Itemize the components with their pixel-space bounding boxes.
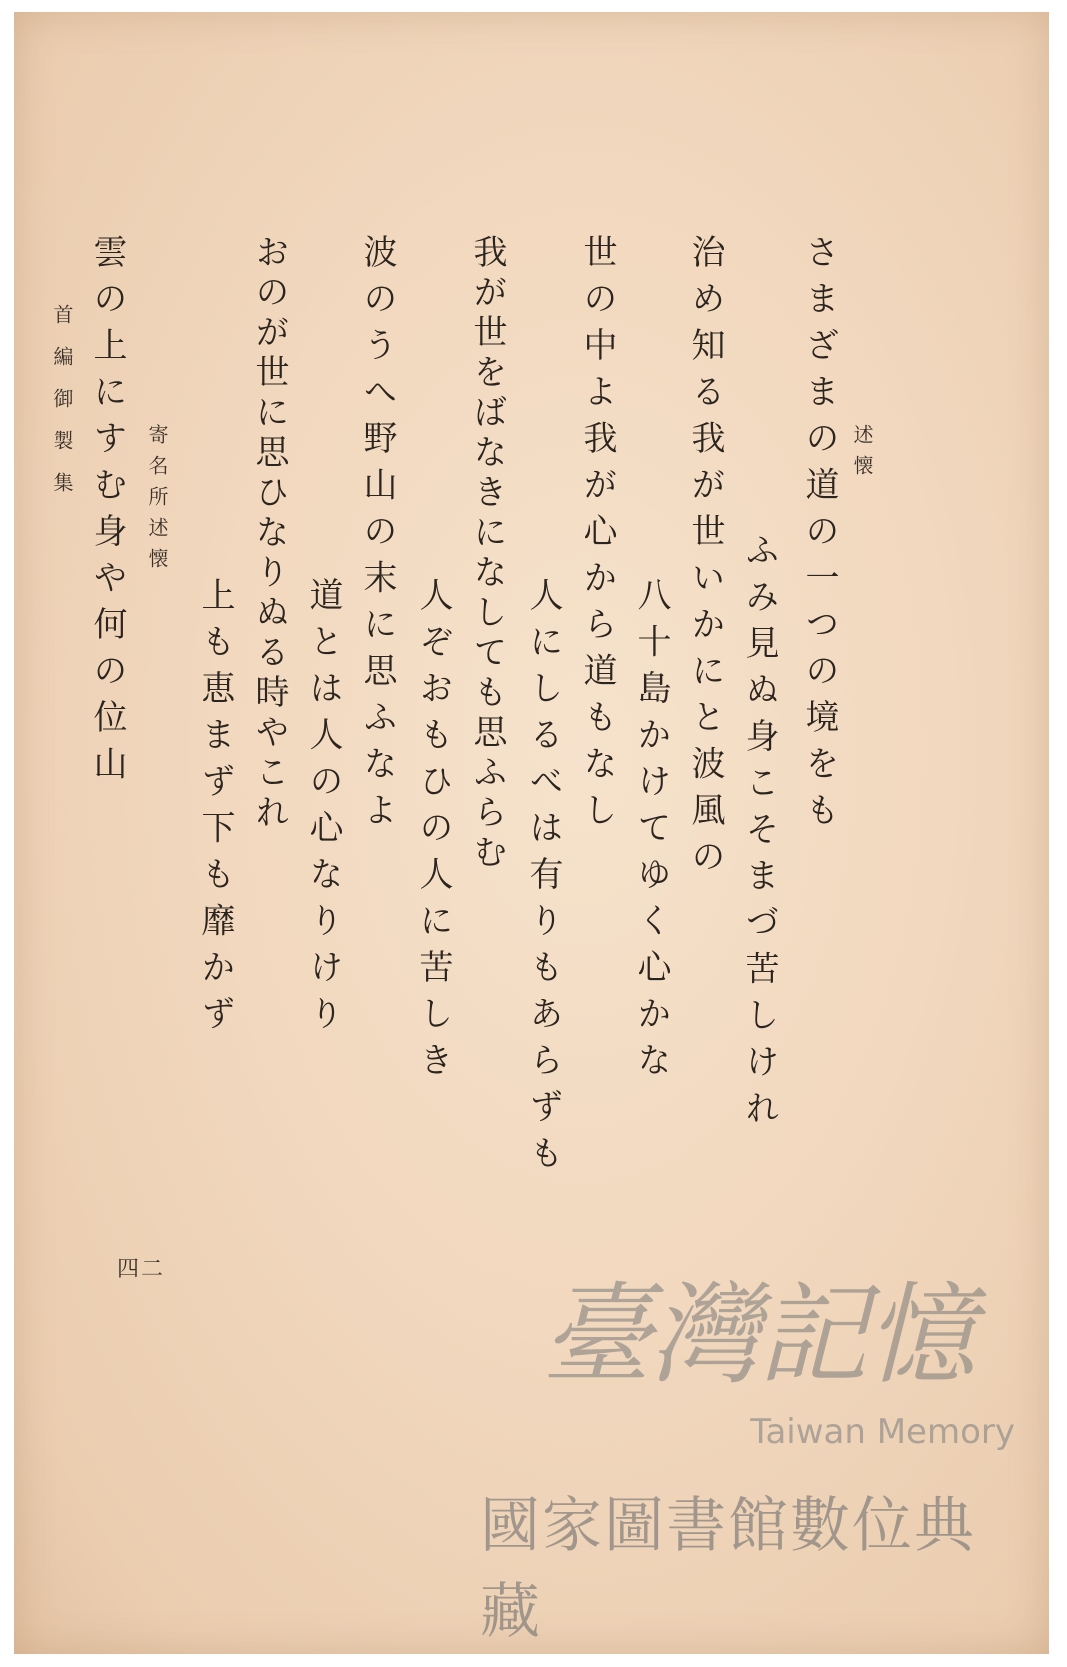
watermark	[480, 1271, 1035, 1647]
section-heading: 述懐	[850, 424, 874, 486]
poem-line: おのが世に思ひなりぬる時やこれ	[249, 234, 289, 834]
poem-line: 雲の上にすむ身や何の位山	[87, 234, 127, 792]
poem-line: 上も恵まず下も靡かず	[195, 577, 235, 1042]
watermark-logo: 臺灣記憶	[541, 1271, 974, 1399]
poem-line: 道とは人の心なりけり	[303, 577, 343, 1042]
watermark-english: Taiwan Memory	[750, 1412, 1015, 1452]
poem-line: 人ぞおもひの人に苦しき	[413, 577, 453, 1089]
poem-line: 八十島かけてゆく心かな	[631, 577, 671, 1089]
poem-line: 人にしるべは有りもあらずも	[523, 577, 563, 1182]
watermark-institution: 國家圖書館數位典藏	[480, 1491, 976, 1647]
poem-line: 波のうへ野山の末に思ふなよ	[357, 234, 397, 839]
section-heading: 寄名所述懐	[145, 424, 169, 579]
poem-line: ふみ見ぬ身こそまづ苦しけれ	[739, 532, 779, 1137]
running-title: 首編御製集	[50, 304, 74, 514]
poem-line: さまざまの道の一つの境をも	[799, 234, 839, 839]
poem-line: 我が世をばなきになしても思ふらむ	[467, 234, 507, 874]
book-page	[14, 12, 1049, 1654]
poem-line: 治め知る我が世いかにと波風の	[685, 234, 725, 885]
page-number: 四二	[117, 1257, 166, 1282]
poem-line: 世の中よ我が心から道もなし	[577, 234, 617, 839]
